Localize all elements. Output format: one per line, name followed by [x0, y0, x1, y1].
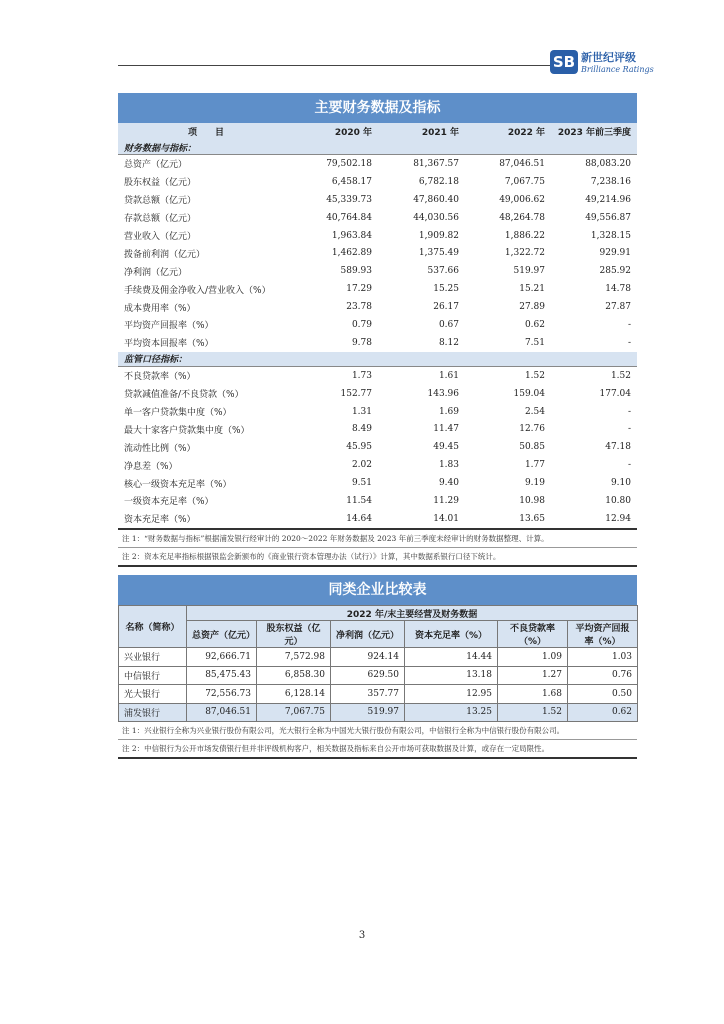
- cell-value: 49.45: [433, 442, 459, 453]
- cell-value: 537.66: [427, 266, 459, 277]
- cell-value: 49,556.87: [585, 212, 631, 223]
- row-label: 平均资本回报率（%）: [124, 339, 214, 350]
- table-row: [118, 191, 637, 209]
- cell-value: 7,572.98: [257, 648, 331, 667]
- cell-value: 7,067.75: [257, 703, 331, 722]
- col-header-car: 资本充足率（%）: [405, 621, 498, 648]
- col-header-item: 项 目: [118, 123, 294, 140]
- cell-value: 1.09: [498, 648, 568, 667]
- cell-value: 1.52: [524, 370, 545, 381]
- section-label: 监管口径指标：: [118, 352, 637, 367]
- table-row: [118, 385, 637, 403]
- table-row: [118, 298, 637, 316]
- table-row: [118, 366, 637, 384]
- cell-value: 81,367.57: [413, 158, 459, 169]
- bank-name: 光大银行: [119, 685, 187, 704]
- cell-value: 14.64: [294, 510, 378, 529]
- cell-value: 14.01: [378, 510, 465, 529]
- table-row: [119, 648, 638, 667]
- section-row: [118, 140, 637, 155]
- header-rule: [118, 65, 550, 66]
- cell-value: 88,083.20: [585, 158, 631, 169]
- row-label: 存款总额（亿元）: [124, 214, 197, 225]
- row-label: 核心一级资本充足率（%）: [124, 479, 232, 490]
- table1-header-row: [118, 123, 637, 140]
- cell-value: 27.87: [605, 302, 631, 313]
- cell-value: 10.98: [519, 495, 545, 506]
- row-label: 股东权益（亿元）: [124, 178, 197, 189]
- cell-value: 929.91: [599, 248, 631, 259]
- table-row: [118, 280, 637, 298]
- cell-value: 14.44: [405, 648, 498, 667]
- cell-value: 159.04: [513, 388, 545, 399]
- cell-value: 6,458.17: [331, 176, 372, 187]
- cell-value: 8.12: [438, 337, 459, 348]
- table2-header-row: [119, 621, 638, 648]
- cell-value: 1,886.22: [504, 230, 545, 241]
- cell-value: 357.77: [331, 685, 405, 704]
- cell-value: 7,238.16: [590, 176, 631, 187]
- cell-value: 79,502.18: [326, 158, 372, 169]
- table1-note-2: 注 2：资本充足率指标根据银监会新颁布的《商业银行资本管理办法（试行）》计算，其中数据系银行口径下统计。: [118, 548, 637, 567]
- cell-value: 47,860.40: [413, 194, 459, 205]
- row-label: 贷款总额（亿元）: [124, 196, 197, 207]
- bank-name: 浦发银行: [119, 703, 187, 722]
- cell-value: 1.31: [351, 406, 372, 417]
- cell-value: 47.18: [605, 442, 631, 453]
- cell-value: 92,666.71: [187, 648, 257, 667]
- cell-value: 6,782.18: [418, 176, 459, 187]
- col-header-name: 名称（简称）: [119, 606, 187, 648]
- table-row: [118, 420, 637, 438]
- bank-name: 兴业银行: [119, 648, 187, 667]
- table2-title: 同类企业比较表: [118, 575, 637, 605]
- cell-value: 8.49: [351, 424, 372, 435]
- cell-value: 72,556.73: [187, 685, 257, 704]
- cell-value: 1.03: [568, 648, 638, 667]
- row-label: 一级资本充足率（%）: [124, 497, 214, 508]
- cell-value: 49,006.62: [499, 194, 545, 205]
- row-label: 营业收入（亿元）: [124, 232, 197, 242]
- cell-value: 0.62: [524, 319, 545, 330]
- row-label: 不良贷款率（%）: [124, 372, 196, 383]
- cell-value: 0.79: [351, 319, 372, 330]
- cell-value: 85,475.43: [187, 666, 257, 685]
- financial-data-table: [118, 93, 637, 567]
- cell-value: 7,067.75: [504, 176, 545, 187]
- cell-value: 40,764.84: [326, 212, 372, 223]
- row-label: 贷款减值准备/不良贷款（%）: [124, 390, 244, 401]
- table-row: [119, 703, 638, 722]
- table2-grid: [118, 605, 638, 722]
- table1-note-1: 注 1：“财务数据与指标”根据浦发银行经审计的 2020～2022 年财务数据及 2023 年前三季度未经审计的财务数据整理、计算。: [118, 530, 637, 548]
- col-header-npl: 不良贷款率（%）: [498, 621, 568, 648]
- row-label: 资本充足率（%）: [118, 510, 294, 529]
- row-label: 单一客户贷款集中度（%）: [124, 408, 232, 419]
- cell-value: 12.94: [551, 510, 637, 529]
- cell-value: 6,858.30: [257, 666, 331, 685]
- table2-group-row: [119, 606, 638, 621]
- cell-value: 12.95: [405, 685, 498, 704]
- cell-value: 0.76: [568, 666, 638, 685]
- row-label: 净利润（亿元）: [124, 267, 188, 278]
- cell-value: 1.68: [498, 685, 568, 704]
- table1-title: 主要财务数据及指标: [118, 93, 637, 123]
- col-group-header: 2022 年/末主要经营及财务数据: [187, 606, 638, 621]
- logo-mark-icon: SB: [550, 50, 578, 74]
- cell-value: 49,214.96: [585, 194, 631, 205]
- cell-value: 87,046.51: [187, 703, 257, 722]
- col-header-2020: 2020 年: [294, 123, 378, 140]
- cell-value: 1,963.84: [331, 230, 372, 241]
- cell-value: 45.95: [346, 442, 372, 453]
- logo-chinese-name: 新世纪评级: [581, 51, 636, 64]
- brand-logo: [550, 48, 660, 84]
- cell-value: 1.27: [498, 666, 568, 685]
- cell-value: 9.19: [524, 478, 545, 489]
- cell-value: 1.52: [498, 703, 568, 722]
- cell-value: 9.78: [351, 337, 372, 348]
- table-row: [118, 316, 637, 334]
- cell-value: 152.77: [340, 388, 372, 399]
- cell-value: 0.67: [438, 319, 459, 330]
- cell-value: -: [627, 460, 631, 471]
- cell-value: 12.76: [519, 424, 545, 435]
- cell-value: 1.77: [524, 460, 545, 471]
- cell-value: 1.73: [351, 370, 372, 381]
- cell-value: 1.52: [610, 370, 631, 381]
- table-row: [119, 685, 638, 704]
- cell-value: 1,909.82: [418, 230, 459, 241]
- cell-value: 14.78: [605, 284, 631, 295]
- logo-english-name: Brilliance Ratings: [581, 65, 654, 74]
- col-header-2021: 2021 年: [378, 123, 465, 140]
- cell-value: 0.62: [568, 703, 638, 722]
- cell-value: 285.92: [599, 266, 631, 277]
- cell-value: 1,322.72: [504, 248, 545, 259]
- cell-value: 13.18: [405, 666, 498, 685]
- table-row: [118, 262, 637, 280]
- cell-value: 1,462.89: [331, 248, 372, 259]
- cell-value: 10.80: [605, 495, 631, 506]
- cell-value: 9.10: [610, 478, 631, 489]
- row-label: 最大十家客户贷款集中度（%）: [124, 425, 250, 436]
- cell-value: -: [627, 406, 631, 417]
- table-row: [118, 209, 637, 227]
- table-row: [119, 666, 638, 685]
- cell-value: 2.54: [524, 406, 545, 417]
- row-label: 平均资产回报率（%）: [124, 321, 214, 332]
- peer-comparison-table: [118, 575, 637, 759]
- row-label: 手续费及佣金净收入/营业收入（%）: [124, 285, 271, 296]
- cell-value: 519.97: [513, 266, 545, 277]
- table-row: [118, 510, 637, 529]
- table-row: [118, 403, 637, 421]
- cell-value: 924.14: [331, 648, 405, 667]
- cell-value: 27.89: [519, 302, 545, 313]
- cell-value: 9.51: [351, 478, 372, 489]
- cell-value: 2.02: [351, 460, 372, 471]
- page-number: 3: [358, 930, 366, 941]
- cell-value: 143.96: [427, 388, 459, 399]
- cell-value: 1.61: [438, 370, 459, 381]
- cell-value: 1,328.15: [590, 230, 631, 241]
- table-row: [118, 492, 637, 510]
- row-label: 成本费用率（%）: [124, 303, 196, 314]
- cell-value: 15.21: [519, 284, 545, 295]
- table-row: [118, 173, 637, 191]
- section-label: 财务数据与指标：: [118, 140, 637, 155]
- table-row: [118, 334, 637, 352]
- cell-value: 11.54: [346, 495, 372, 506]
- table-row: [118, 474, 637, 492]
- section-row: [118, 352, 637, 367]
- cell-value: 87,046.51: [499, 158, 545, 169]
- cell-value: 45,339.73: [326, 194, 372, 205]
- cell-value: -: [627, 319, 631, 330]
- cell-value: 589.93: [340, 266, 372, 277]
- row-label: 拨备前利润（亿元）: [124, 249, 206, 260]
- cell-value: 26.17: [433, 302, 459, 313]
- col-header-equity: 股东权益（亿元）: [257, 621, 331, 648]
- table2-note-2: 注 2：中信银行为公开市场发债银行但并非评级机构客户，相关数据及指标来自公开市场可获取数据及计算，或存在一定局限性。: [118, 740, 637, 759]
- col-header-roa: 平均资产回报率（%）: [568, 621, 638, 648]
- col-header-net-profit: 净利润（亿元）: [331, 621, 405, 648]
- cell-value: -: [627, 424, 631, 435]
- col-header-2022: 2022 年: [465, 123, 551, 140]
- col-header-total-assets: 总资产（亿元）: [187, 621, 257, 648]
- cell-value: 9.40: [438, 478, 459, 489]
- table-row: [118, 438, 637, 456]
- cell-value: 1,375.49: [418, 248, 459, 259]
- table1-grid: [118, 123, 637, 530]
- cell-value: 629.50: [331, 666, 405, 685]
- cell-value: 177.04: [599, 388, 631, 399]
- cell-value: 6,128.14: [257, 685, 331, 704]
- cell-value: 519.97: [331, 703, 405, 722]
- row-label: 净息差（%）: [124, 461, 178, 472]
- cell-value: 13.65: [465, 510, 551, 529]
- cell-value: 23.78: [346, 302, 372, 313]
- cell-value: -: [627, 337, 631, 348]
- cell-value: 13.25: [405, 703, 498, 722]
- cell-value: 11.47: [433, 424, 459, 435]
- cell-value: 1.83: [438, 460, 459, 471]
- row-label: 总资产（亿元）: [124, 160, 188, 171]
- cell-value: 7.51: [524, 337, 545, 348]
- cell-value: 50.85: [519, 442, 545, 453]
- bank-name: 中信银行: [119, 666, 187, 685]
- cell-value: 11.29: [433, 495, 459, 506]
- cell-value: 15.25: [433, 284, 459, 295]
- cell-value: 1.69: [438, 406, 459, 417]
- cell-value: 0.50: [568, 685, 638, 704]
- table-row: [118, 456, 637, 474]
- row-label: 流动性比例（%）: [124, 443, 196, 454]
- cell-value: 17.29: [346, 284, 372, 295]
- table-row: [118, 244, 637, 262]
- table-row: [118, 227, 637, 245]
- cell-value: 48,264.78: [499, 212, 545, 223]
- col-header-2023q3: 2023 年前三季度: [551, 123, 637, 140]
- table-row: [118, 155, 637, 173]
- table2-note-1: 注 1：兴业银行全称为兴业银行股份有限公司，光大银行全称为中国光大银行股份有限公司，中信银行全称为中信银行股份有限公司。: [118, 722, 637, 740]
- cell-value: 44,030.56: [413, 212, 459, 223]
